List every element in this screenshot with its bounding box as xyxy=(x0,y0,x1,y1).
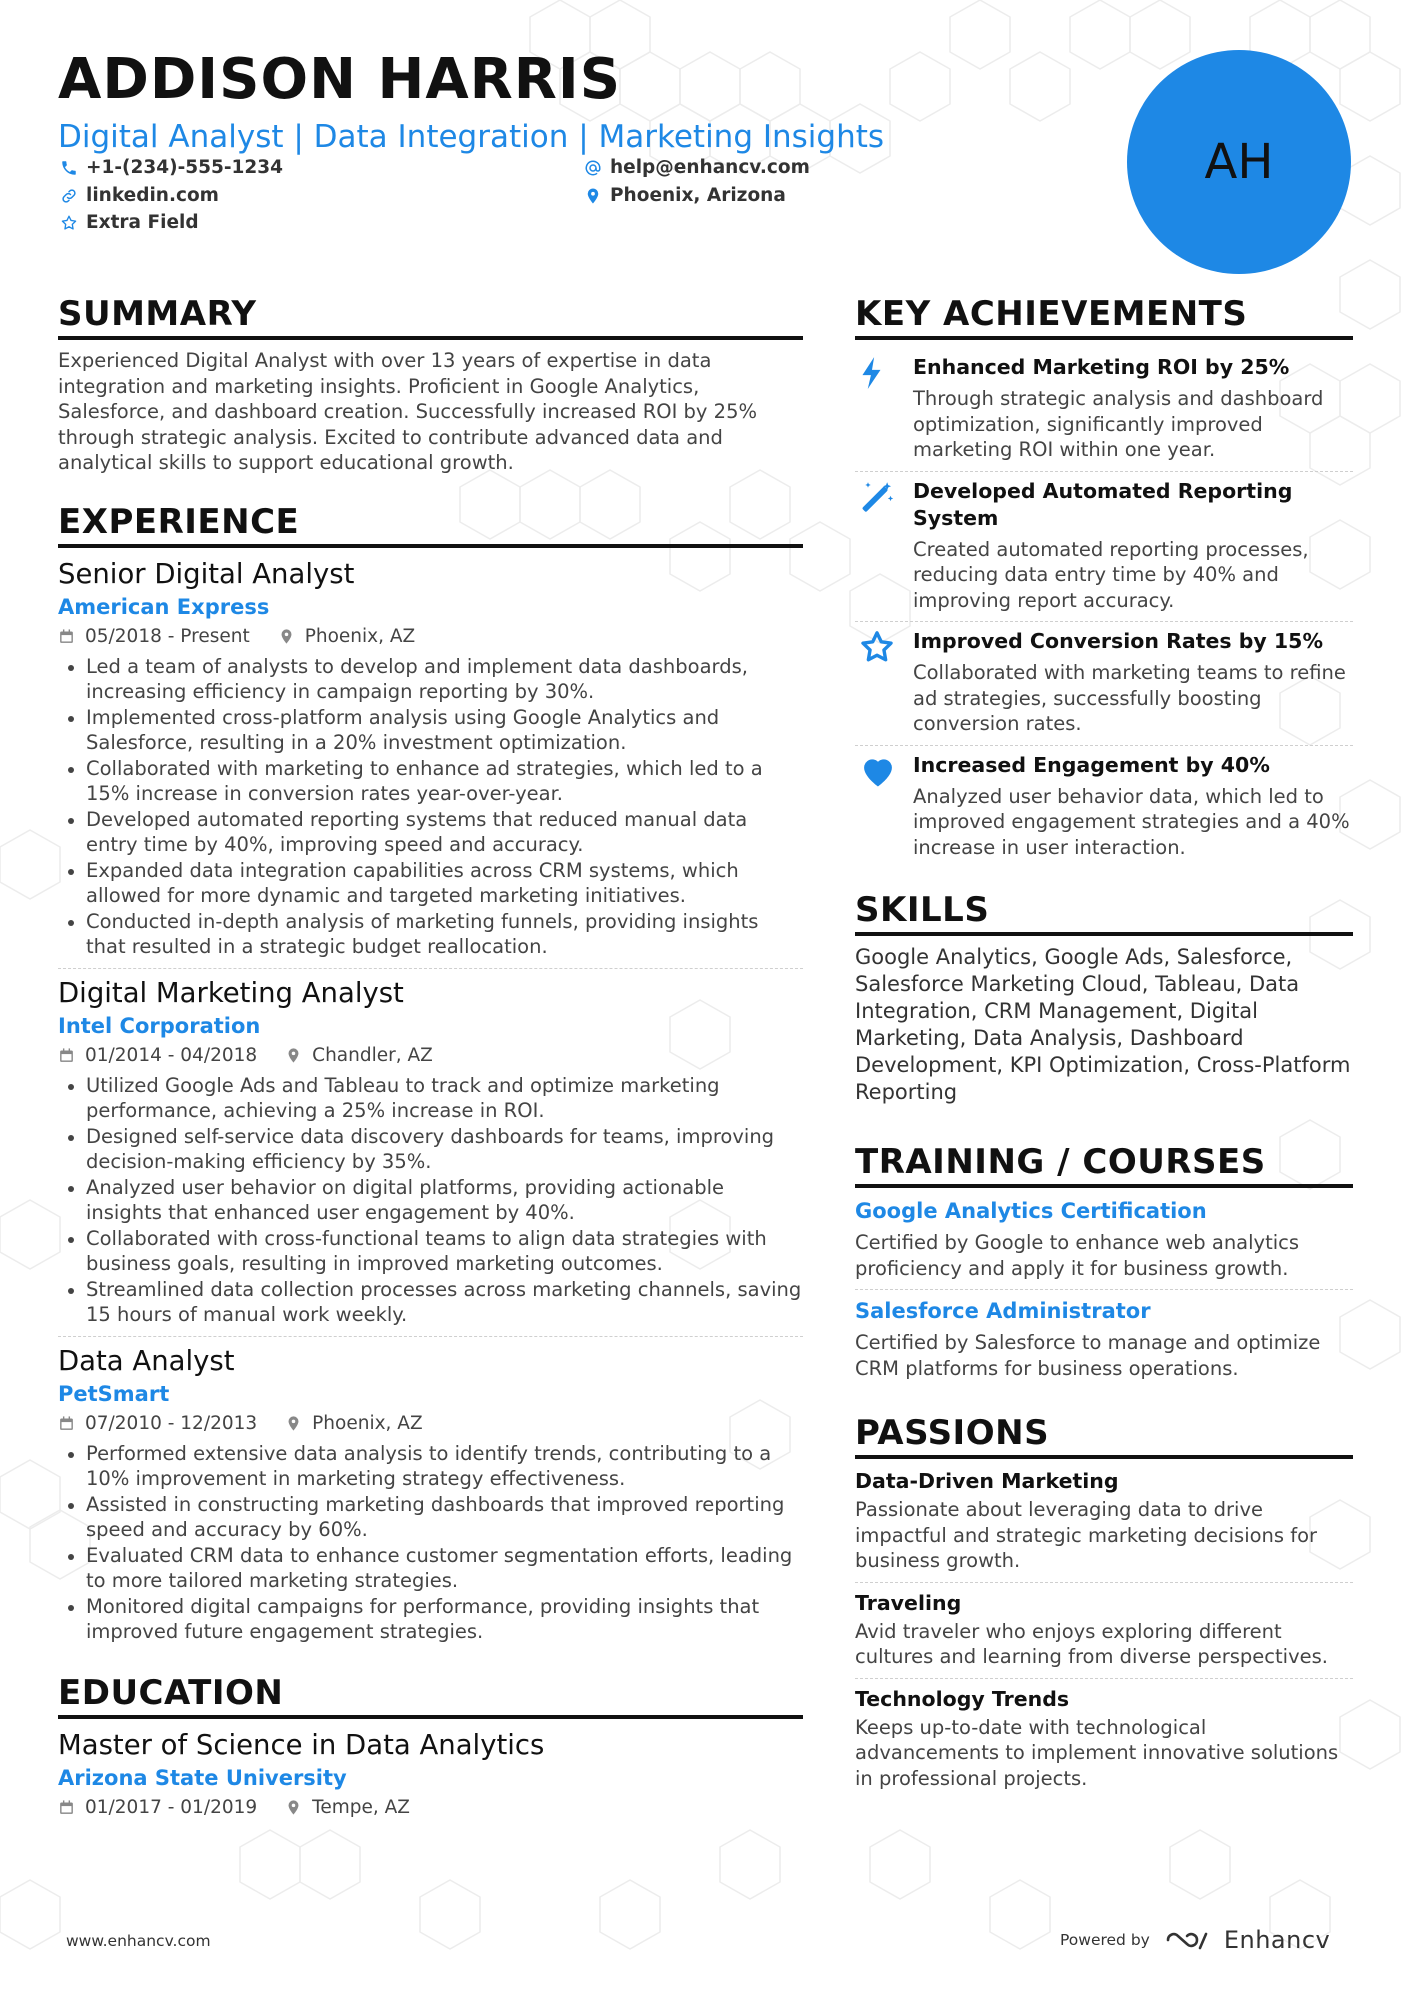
company-name: American Express xyxy=(58,594,270,619)
achievements-title: KEY ACHIEVEMENTS xyxy=(855,292,1353,340)
avatar xyxy=(1127,50,1351,274)
bullet-item: Analyzed user behavior on digital platforms, providing actionable insights that enhanced user engagement by 40%. xyxy=(58,1175,803,1226)
job-dates: 07/2010 - 12/2013 xyxy=(85,1412,258,1434)
job-location-text: Phoenix, AZ xyxy=(304,625,416,647)
job-location-text: Chandler, AZ xyxy=(312,1044,433,1066)
achievement-item xyxy=(855,472,1353,622)
email-text: help@enhancv.com xyxy=(610,157,810,178)
job-bullets xyxy=(58,1441,803,1645)
passions-title: PASSIONS xyxy=(855,1411,1353,1459)
passion-desc: Passionate about leveraging data to drive impactful and strategic marketing decisions for business growth. xyxy=(855,1498,1318,1572)
job-bullets xyxy=(58,654,803,960)
education-meta xyxy=(58,1795,803,1821)
passion-desc: Keeps up-to-date with technological advancements to implement innovative solutions in professional projects. xyxy=(855,1715,1339,1790)
phone-text: +1-(234)-555-1234 xyxy=(86,157,284,178)
location-pin-icon xyxy=(278,628,295,645)
achievement-title: Developed Automated Reporting System xyxy=(913,478,1293,530)
job-meta xyxy=(58,1411,803,1437)
course-title: Salesforce Administrator xyxy=(855,1299,1151,1323)
bullet-item: Led a team of analysts to develop and implement data dashboards, increasing efficiency in campaign reporting by 30%. xyxy=(58,654,803,705)
course-desc: Certified by Salesforce to manage and optimize CRM platforms for business operations. xyxy=(855,1331,1321,1380)
achievement-desc: Analyzed user behavior data, which led to improved engagement strategies and a 40% increase in user interaction. xyxy=(913,784,1350,859)
passion-item xyxy=(855,1685,1353,1792)
location-pin-icon xyxy=(285,1415,302,1432)
bullet-item: Assisted in constructing marketing dashboards that improved reporting speed and accuracy by 60%. xyxy=(58,1492,803,1543)
passion-title: Traveling xyxy=(855,1590,962,1615)
achievement-title: Increased Engagement by 40% xyxy=(913,752,1270,777)
passion-desc: Avid traveler who enjoys exploring different cultures and learning from diverse perspectives. xyxy=(855,1619,1328,1668)
training-title: TRAINING / COURSES xyxy=(855,1140,1353,1188)
bullet-item: Streamlined data collection processes across marketing channels, saving 15 hours of manual work weekly. xyxy=(58,1277,803,1328)
education-location-text: Tempe, AZ xyxy=(312,1796,410,1818)
brand-name: Enhancv xyxy=(1223,1926,1331,1954)
lightning-icon xyxy=(859,356,885,390)
contact-extra xyxy=(60,211,199,235)
divider xyxy=(58,1336,803,1337)
enhancv-logo-icon xyxy=(1164,1928,1210,1952)
bullet-item: Developed automated reporting systems that reduced manual data entry time by 40%, improving speed and accuracy. xyxy=(58,807,803,858)
job-title: Digital Marketing Analyst xyxy=(58,976,404,1009)
job-title: Senior Digital Analyst xyxy=(58,557,355,590)
experience-section xyxy=(58,500,803,1645)
powered-by-text: Powered by xyxy=(1060,1931,1150,1949)
education-location xyxy=(285,1795,410,1821)
bullet-item: Implemented cross-platform analysis using Google Analytics and Salesforce, resulting in a 20% investment optimization. xyxy=(58,705,803,756)
achievement-desc: Collaborated with marketing teams to refine ad strategies, successfully boosting conversion rates. xyxy=(913,661,1346,735)
location-pin-icon xyxy=(285,1799,302,1816)
bullet-item: Evaluated CRM data to enhance customer segmentation efforts, leading to more tailored marketing strategies. xyxy=(58,1543,803,1594)
bullet-item: Conducted in-depth analysis of marketing funnels, providing insights that resulted in a strategic budget reallocation. xyxy=(58,909,803,960)
at-icon xyxy=(584,159,602,177)
achievement-desc: Created automated reporting processes, reducing data entry time by 40% and improving report accuracy. xyxy=(913,537,1309,612)
bullet-item: Expanded data integration capabilities across CRM systems, which allowed for more dynamic and targeted marketing initiatives. xyxy=(58,858,803,909)
calendar-icon xyxy=(58,1415,75,1432)
location-pin-icon xyxy=(584,187,602,205)
passion-title: Technology Trends xyxy=(855,1686,1070,1711)
headline: Digital Analyst | Data Integration | Marketing Insights xyxy=(58,119,885,155)
divider xyxy=(855,1582,1353,1583)
magic-wand-icon xyxy=(859,480,895,516)
job-entry xyxy=(58,556,803,960)
candidate-name: ADDISON HARRIS xyxy=(58,47,622,112)
footer-website[interactable]: www.enhancv.com xyxy=(66,1932,211,1950)
footer-branding[interactable] xyxy=(1060,1926,1330,1954)
calendar-icon xyxy=(58,1047,75,1064)
passion-item xyxy=(855,1467,1353,1574)
course-item xyxy=(855,1196,1353,1281)
achievement-item xyxy=(855,746,1353,869)
summary-title: SUMMARY xyxy=(58,292,803,340)
achievements-section xyxy=(855,292,1353,868)
contact-email[interactable] xyxy=(584,156,810,180)
course-item xyxy=(855,1296,1353,1381)
bullet-item: Utilized Google Ads and Tableau to track and optimize marketing performance, achieving a 25% increase in ROI. xyxy=(58,1073,803,1124)
bullet-item: Collaborated with marketing to enhance ad strategies, which led to a 15% increase in conversion rates year-over-year. xyxy=(58,756,803,807)
job-location-text: Phoenix, AZ xyxy=(312,1412,423,1434)
job-bullets xyxy=(58,1073,803,1328)
avatar-initials: AH xyxy=(1204,134,1274,190)
achievement-title: Enhanced Marketing ROI by 25% xyxy=(913,355,1290,379)
achievement-item xyxy=(855,622,1353,745)
calendar-icon xyxy=(58,1799,75,1816)
star-icon xyxy=(859,630,895,664)
contact-linkedin[interactable] xyxy=(60,184,219,208)
bullet-item: Collaborated with cross-functional teams to align data strategies with business goals, resulting in improved marketing outcomes. xyxy=(58,1226,803,1277)
link-icon xyxy=(60,187,78,205)
job-entry xyxy=(58,1343,803,1645)
job-title: Data Analyst xyxy=(58,1344,235,1377)
divider xyxy=(855,1289,1353,1290)
job-entry xyxy=(58,975,803,1328)
linkedin-text: linkedin.com xyxy=(86,185,219,206)
summary-section xyxy=(58,292,803,476)
job-meta xyxy=(58,624,803,650)
achievement-item xyxy=(855,348,1353,471)
bullet-item: Monitored digital campaigns for performance, providing insights that improved future engagement strategies. xyxy=(58,1594,803,1645)
education-section xyxy=(58,1671,803,1821)
job-meta xyxy=(58,1043,803,1069)
summary-text: Experienced Digital Analyst with over 13 years of expertise in data integration and marketing insights. Proficient in Google Analytics, Salesforce, and dashboard creation. Successfully increased ROI by 25% through strategic analysis. Excited to contribute advanced data and analytical skills to support educational growth. xyxy=(58,349,758,474)
skills-section xyxy=(855,888,1353,1106)
course-desc: Certified by Google to enhance web analytics proficiency and apply it for business growth. xyxy=(855,1231,1300,1280)
experience-title: EXPERIENCE xyxy=(58,500,803,548)
skills-text: Google Analytics, Google Ads, Salesforce, Salesforce Marketing Cloud, Tableau, Data Integration, CRM Management, Digital Marketing, Data Analysis, Dashboard Development, KPI Optimization, Cross-Platform Reporting xyxy=(855,945,1351,1104)
calendar-icon xyxy=(58,628,75,645)
company-name: Intel Corporation xyxy=(58,1013,261,1038)
passions-section xyxy=(855,1411,1353,1791)
company-name: PetSmart xyxy=(58,1381,170,1406)
extra-text: Extra Field xyxy=(86,212,199,233)
contact-phone[interactable] xyxy=(60,156,283,180)
degree-title: Master of Science in Data Analytics xyxy=(58,1728,545,1761)
location-pin-icon xyxy=(285,1047,302,1064)
training-section xyxy=(855,1140,1353,1381)
school-name: Arizona State University xyxy=(58,1765,347,1790)
education-dates: 01/2017 - 01/2019 xyxy=(85,1796,258,1818)
location-text: Phoenix, Arizona xyxy=(610,185,786,206)
right-column xyxy=(855,292,1353,1791)
star-outline-icon xyxy=(60,214,78,232)
left-column xyxy=(58,292,803,1821)
contact-location xyxy=(584,184,786,208)
passion-item xyxy=(855,1589,1353,1670)
job-location xyxy=(278,624,416,650)
course-title: Google Analytics Certification xyxy=(855,1199,1207,1223)
phone-icon xyxy=(60,159,78,177)
bullet-item: Performed extensive data analysis to identify trends, contributing to a 10% improvement in marketing strategy effectiveness. xyxy=(58,1441,803,1492)
job-location xyxy=(285,1043,433,1069)
passion-title: Data-Driven Marketing xyxy=(855,1469,1119,1493)
job-dates: 05/2018 - Present xyxy=(85,625,250,647)
achievement-title: Improved Conversion Rates by 15% xyxy=(913,629,1323,653)
divider xyxy=(58,968,803,969)
heart-icon xyxy=(859,754,897,788)
divider xyxy=(855,1678,1353,1679)
bullet-item: Designed self-service data discovery dashboards for teams, improving decision-making efficiency by 35%. xyxy=(58,1124,803,1175)
skills-title: SKILLS xyxy=(855,888,1353,936)
education-title: EDUCATION xyxy=(58,1671,803,1719)
job-dates: 01/2014 - 04/2018 xyxy=(85,1044,258,1066)
job-location xyxy=(285,1411,423,1437)
achievement-desc: Through strategic analysis and dashboard optimization, significantly improved marketing ROI within one year. xyxy=(913,387,1324,461)
